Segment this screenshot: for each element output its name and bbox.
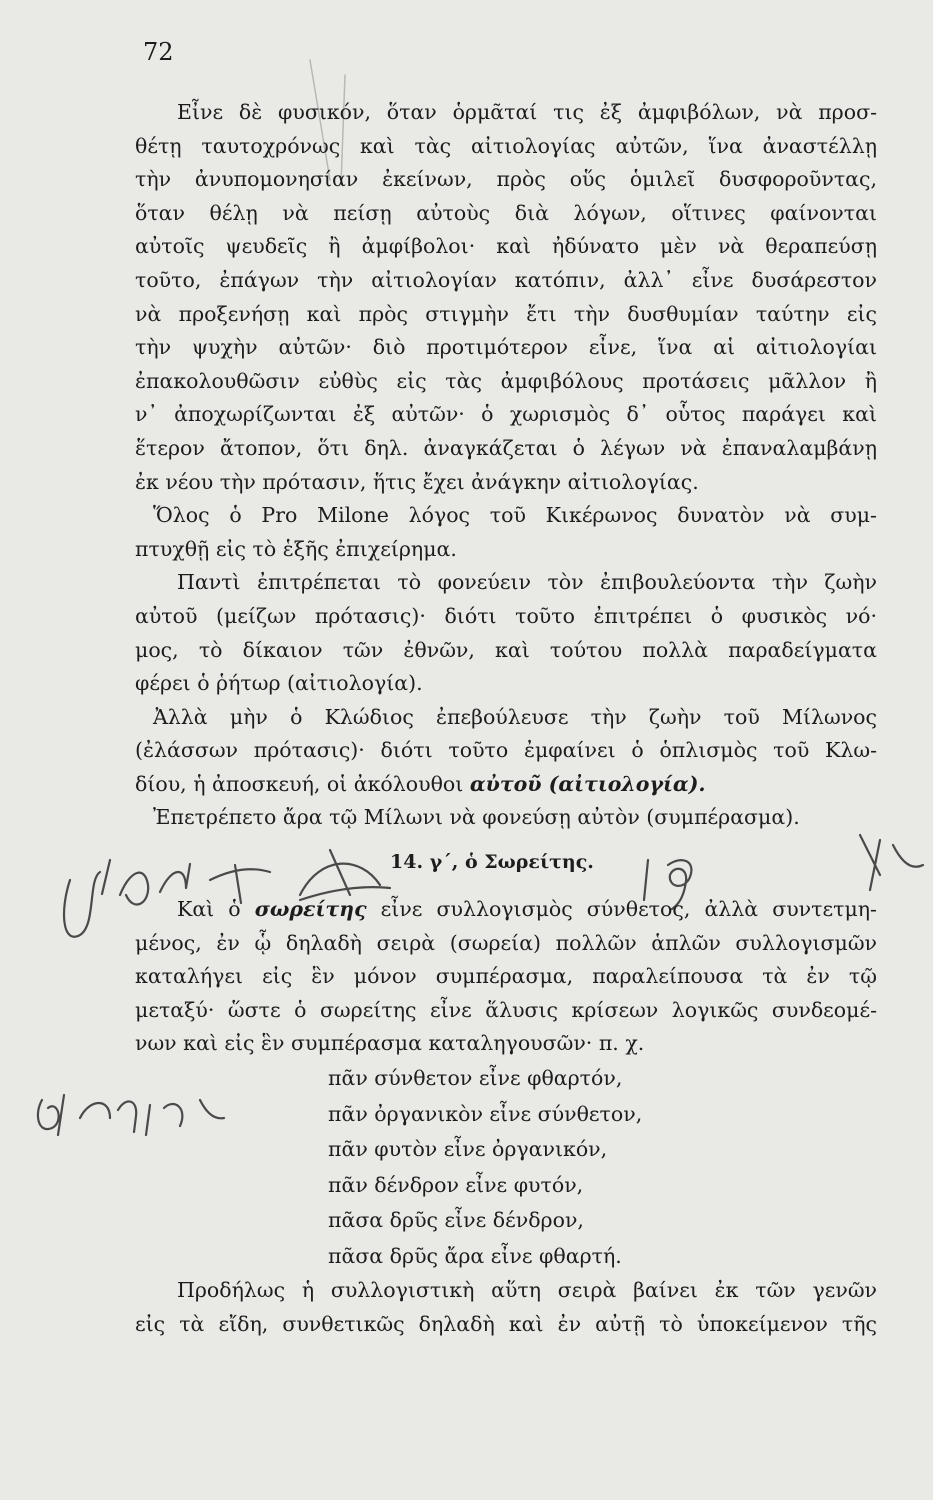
text-line: Ὅλος ὁ Pro Milone λόγος τοῦ Κικέρωνος δυνατὸν νὰ συμ-: [153, 503, 877, 528]
text-line: αὐτοῖς ψευδεῖς ἢ ἀμφίβολοι· καὶ ἠδύνατο μὲν νὰ θεραπεύσῃ: [135, 234, 877, 259]
text-line: [135, 893, 877, 927]
text-line: Ἐπετρέπετο ἄρα τῷ Μίλωνι νὰ φονεύσῃ αὐτὸν (συμπέρασμα).: [153, 805, 800, 830]
verse-line: πᾶν φυτὸν εἶνε ὀργανικόν,: [328, 1137, 608, 1162]
text-line: νων καὶ εἰς ἓν συμπέρασμα καταληγουσῶν· π. χ.: [135, 1031, 645, 1056]
verse-line: πᾶν δένδρον εἶνε φυτόν,: [328, 1172, 584, 1197]
text-span: εἶνε συλλογισμὸς σύνθετος, ἀλλὰ συντετμη-: [380, 897, 877, 922]
emphasized-term: σωρείτης: [254, 897, 367, 922]
text-line: εἰς τὰ εἴδη, συνθετικῶς δηλαδὴ καὶ ἐν αὐτῇ τὸ ὑποκείμενον τῆς: [135, 1311, 877, 1336]
paragraph-2: [135, 499, 877, 566]
text-line: Εἶνε δὲ φυσικόν, ὅταν ὁρμᾶταί τις ἐξ ἀμφιβόλων, νὰ προσ-: [177, 100, 877, 124]
paragraph-5: [135, 893, 877, 1061]
example-verses: [135, 1061, 877, 1274]
text-line: (ἐλάσσων πρότασις)· διότι τοῦτο ἐμφαίνει ὁ ὁπλισμὸς τοῦ Κλω-: [135, 738, 877, 763]
text-line: [135, 768, 877, 802]
text-line: μος, τὸ δίκαιον τῶν ἐθνῶν, καὶ τούτου πολλὰ παραδείγματα: [135, 637, 877, 662]
text-span: Καὶ ὁ: [177, 897, 241, 922]
text-line: ἐκ νέου τὴν πρότασιν, ἥτις ἔχει ἀνάγκην αἰτιολογίας.: [135, 469, 699, 494]
text-line: τὴν ψυχὴν αὐτῶν· διὸ προτιμότερον εἶνε, ἵνα αἱ αἰτιολογίαι: [135, 335, 877, 360]
text-line: μεταξύ· ὥστε ὁ σωρείτης εἶνε ἅλυσις κρίσεων λογικῶς συνδεομέ-: [135, 997, 877, 1022]
text-line: Προδήλως ἡ συλλογιστικὴ αὕτη σειρὰ βαίνει ἐκ τῶν γενῶν: [177, 1278, 877, 1303]
text-line: Ἀλλὰ μὴν ὁ Κλώδιος ἐπεβούλευσε τὴν ζωὴν τοῦ Μίλωνος: [153, 704, 877, 729]
text-line: ὅταν θέλῃ νὰ πείσῃ αὐτοὺς διὰ λόγων, οἵτινες φαίνονται: [135, 200, 877, 225]
paragraph-6: [135, 1274, 877, 1341]
body-text: [135, 96, 877, 1341]
text-line: Παντὶ ἐπιτρέπεται τὸ φονεύειν τὸν ἐπιβουλεύοντα τὴν ζωὴν: [177, 570, 877, 595]
verse-line: πᾶν ὀργανικὸν εἶνε σύνθετον,: [328, 1101, 643, 1126]
text-line: τοῦτο, ἐπάγων τὴν αἰτιολογίαν κατόπιν, ἀλλ᾽ εἶνε δυσάρεστον: [135, 267, 877, 292]
text-line: πτυχθῇ εἰς τὸ ἑξῆς ἐπιχείρημα.: [135, 536, 457, 561]
text-line: ἕτερον ἄτοπον, ὅτι δηλ. ἀναγκάζεται ὁ λέγων νὰ ἐπαναλαμβάνῃ: [135, 435, 877, 460]
section-heading-line: [135, 839, 877, 883]
text-line: τὴν ἀνυπομονησίαν ἐκείνων, πρὸς οὕς ὁμιλεῖ δυσφοροῦντας,: [135, 167, 877, 192]
verse-line: πᾶν σύνθετον εἶνε φθαρτόν,: [328, 1066, 623, 1091]
section-heading: 14. γ´, ὁ Σωρείτης.: [390, 851, 594, 874]
text-span: δίου, ἡ ἀποσκευή, οἱ ἀκόλουθοι: [135, 771, 464, 796]
text-line: αὐτοῦ (μείζων πρότασις)· διότι τοῦτο ἐπιτρέπει ὁ φυσικὸς νό·: [135, 603, 877, 628]
text-line: ἐπακολουθῶσιν εὐθὺς εἰς τὰς ἀμφιβόλους προτάσεις μᾶλλον ἢ: [135, 368, 877, 393]
verse-line: πᾶσα δρῦς ἄρα εἶνε φθαρτή.: [328, 1243, 622, 1268]
verse-line: πᾶσα δρῦς εἶνε δένδρον,: [328, 1208, 584, 1233]
emphasized-text: αὐτοῦ (αἰτιολογία).: [469, 771, 706, 796]
paragraph-3: [135, 566, 877, 700]
text-line: φέρει ὁ ῥήτωρ (αἰτιολογία).: [135, 671, 423, 696]
text-line: καταλήγει εἰς ἓν μόνον συμπέρασμα, παραλείπουσα τὰ ἐν τῷ: [135, 964, 877, 989]
text-line: νὰ προξενήσῃ καὶ πρὸς στιγμὴν ἔτι τὴν δυσθυμίαν ταύτην εἰς: [135, 301, 877, 326]
paragraph-4: [135, 701, 877, 835]
text-line: θέτῃ ταυτοχρόνως καὶ τὰς αἰτιολογίας αὐτῶν, ἵνα ἀναστέλλῃ: [135, 133, 877, 158]
text-line: μένος, ἐν ᾧ δηλαδὴ σειρὰ (σωρεία) πολλῶν ἁπλῶν συλλογισμῶν: [135, 930, 877, 955]
text-line: ν᾽ ἀποχωρίζωνται ἐξ αὐτῶν· ὁ χωρισμὸς δ᾽ οὗτος παράγει καὶ: [135, 402, 877, 427]
page-number: 72: [143, 38, 174, 66]
paragraph-1: [135, 96, 877, 499]
